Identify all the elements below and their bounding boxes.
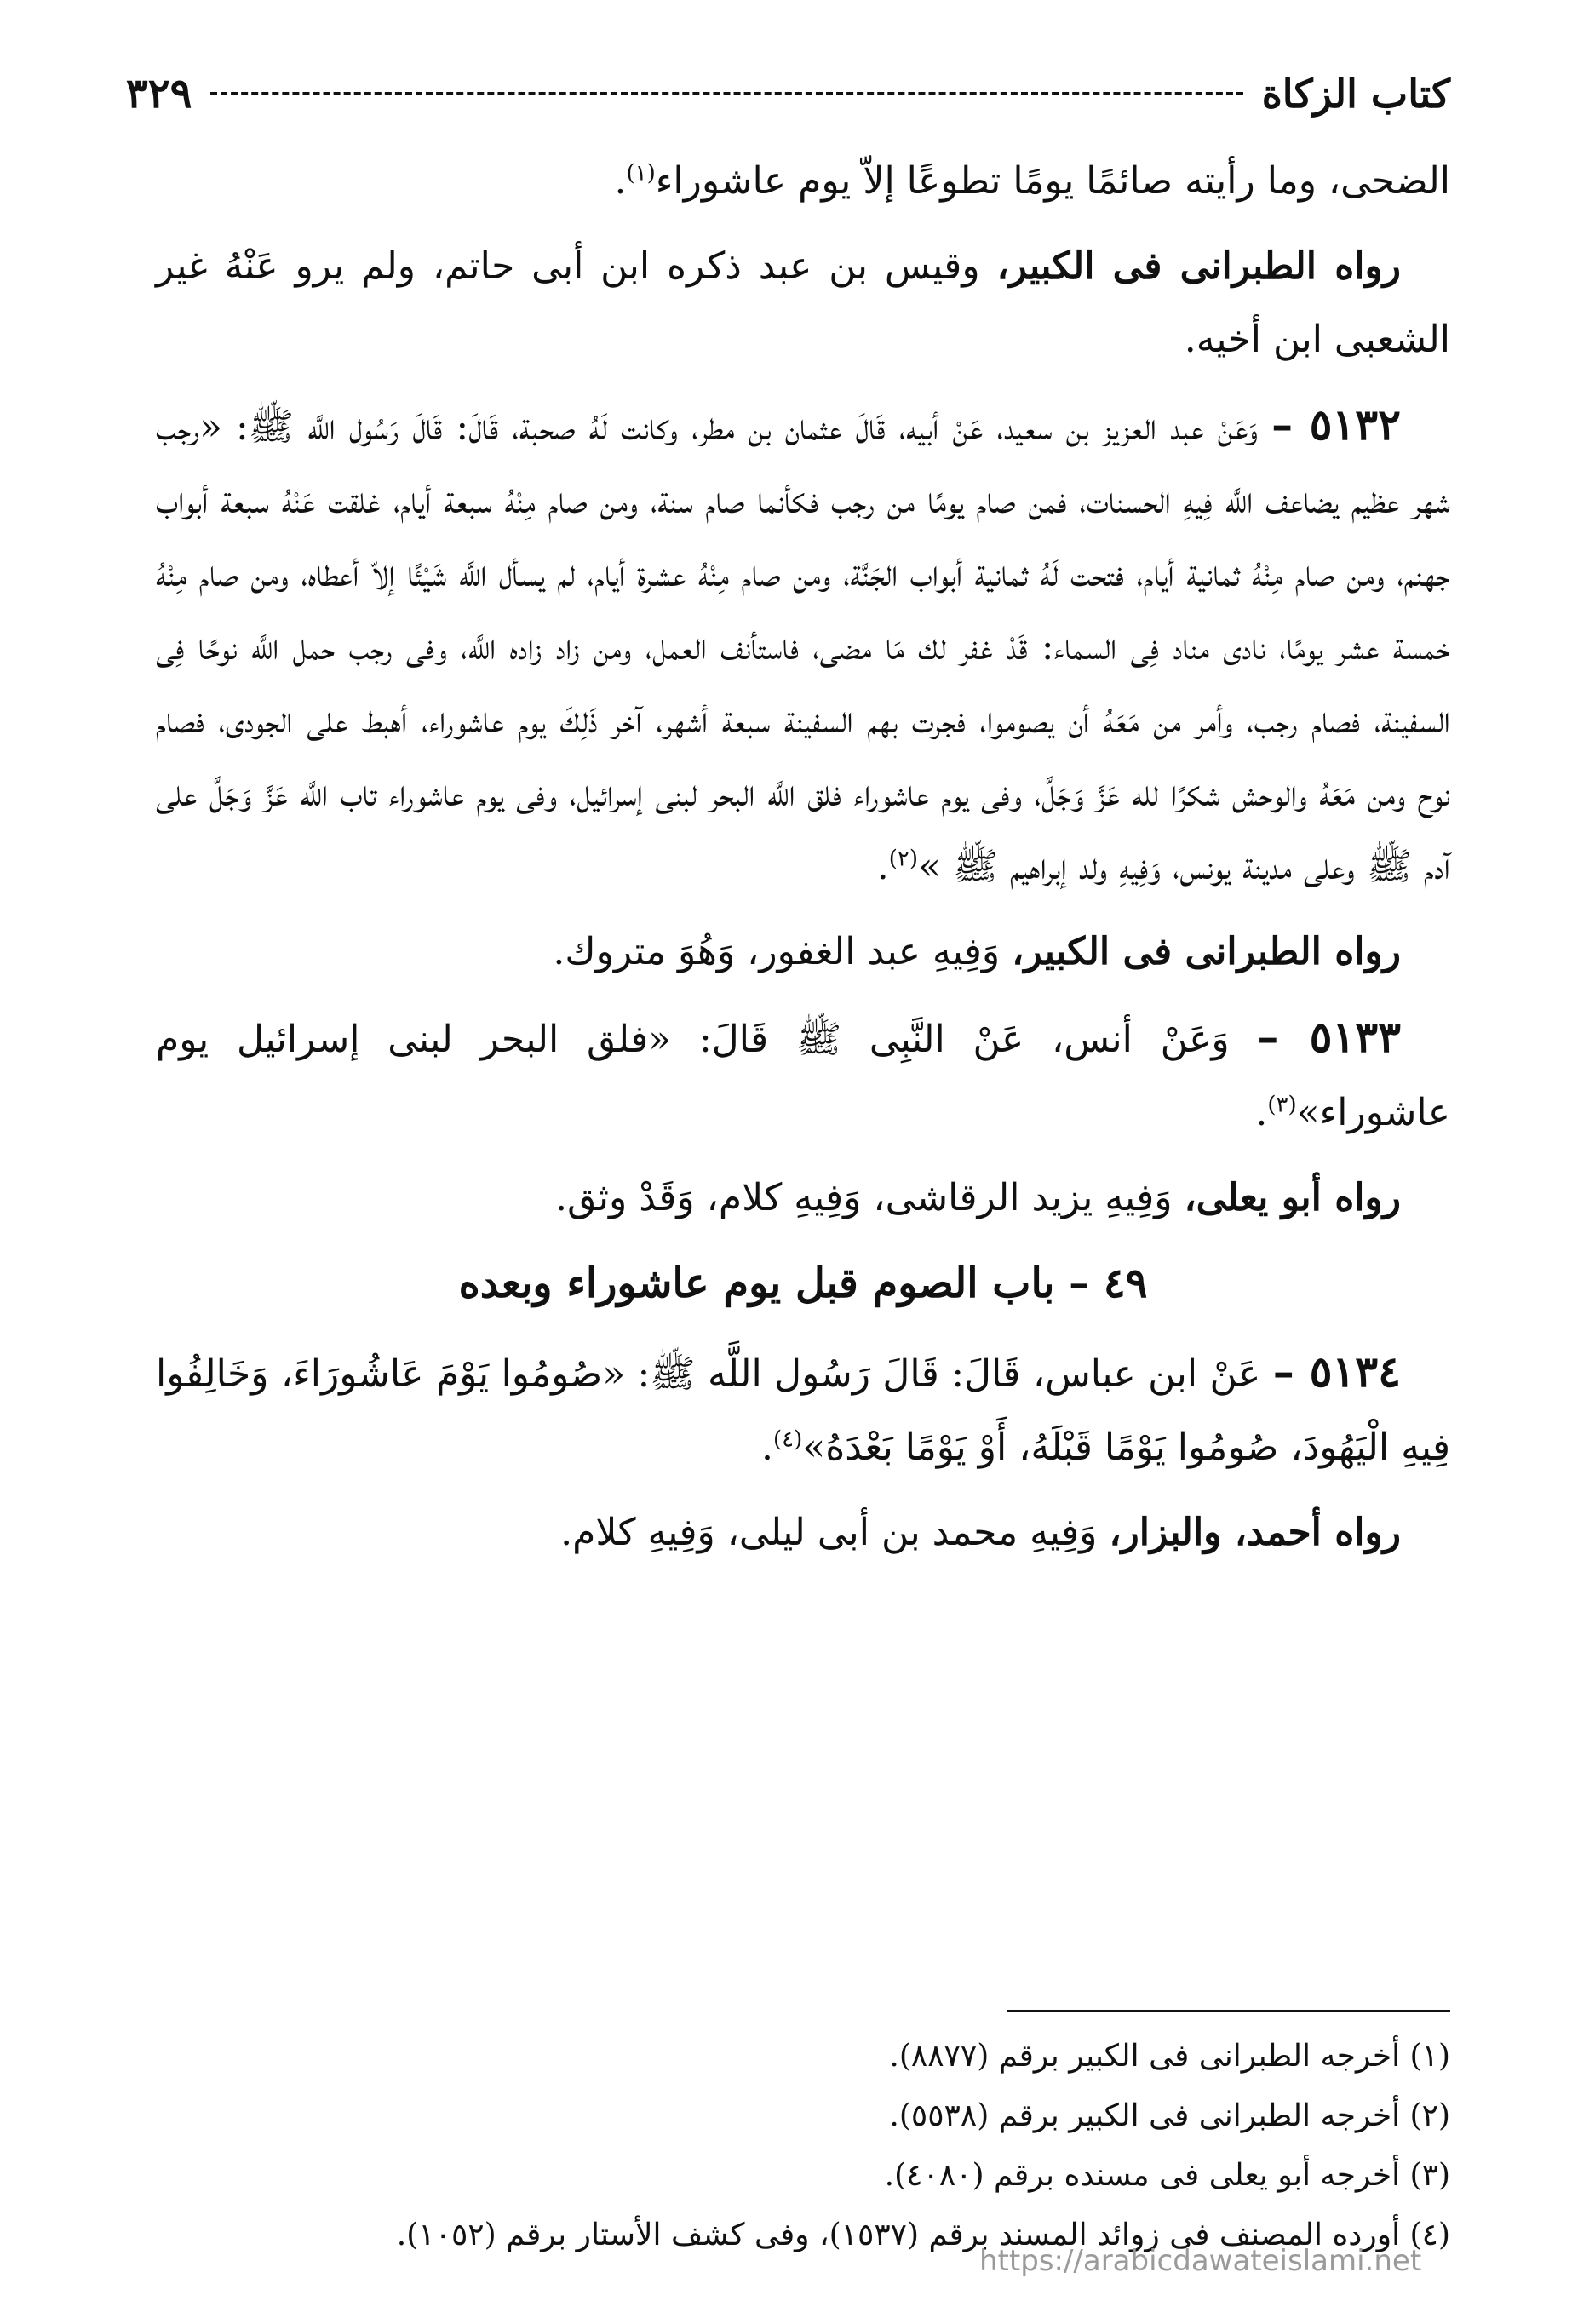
source-note-text: وَفِيهِ يزيد الرقاشى، وَفِيهِ كلام، وَقَدْ وثق. — [555, 1176, 1185, 1219]
hadith-number: ٥١٣٢ – — [1271, 399, 1401, 450]
page-header — [126, 60, 1450, 128]
source-name: رواه أحمد، والبزار، — [1109, 1511, 1401, 1554]
source-name: رواه أبو يعلى، — [1184, 1176, 1401, 1219]
watermark-url: https://arabicdawateislami.net — [979, 2244, 1422, 2278]
hadith-number: ٥١٣٣ – — [1257, 1012, 1401, 1062]
hadith-text: وَعَنْ أنس، عَنْ النَّبِى ﷺ قَالَ: «فلق البحر لبنى إسرائيل يوم عاشوراء» — [156, 1018, 1450, 1134]
chapter-heading: ٤٩ – باب الصوم قبل يوم عاشوراء وبعده — [458, 1260, 1148, 1307]
paragraph-continuation — [156, 145, 1450, 218]
main-text — [156, 145, 1450, 1581]
period: . — [1255, 1091, 1268, 1134]
footnote-ref-3: (٣) — [1267, 1092, 1297, 1118]
source-name: رواه الطبرانى فى الكبير، — [1012, 930, 1401, 973]
period: . — [614, 159, 627, 203]
hadith-text: عَنْ ابن عباس، قَالَ: قَالَ رَسُول اللَّه ﷺ: «صُومُوا يَوْمَ عَاشُورَاءَ، وَخَالِفُوا فِيهِ الْيَهُودَ، صُومُوا يَوْمًا قَبْلَهُ، أَوْ يَوْمًا بَعْدَهُ» — [156, 1352, 1450, 1469]
hadith-5133 — [156, 1001, 1450, 1150]
footnotes — [156, 2027, 1450, 2265]
source-note — [156, 1496, 1450, 1569]
footnote-2: (٢) أخرجه الطبرانى فى الكبير برقم (٥٥٣٨). — [889, 2098, 1450, 2133]
footnote-4: (٤) أورده المصنف فى زوائد المسند برقم (١٥٣٧)، وفى كشف الأستار برقم (١٠٥٢). — [396, 2218, 1450, 2252]
source-note-text: وَفِيهِ عبد الغفور، وَهُوَ متروك. — [553, 930, 1013, 973]
footnote-ref-2: (٢) — [888, 846, 919, 872]
hadith-5132 — [156, 388, 1450, 904]
source-note-text: وَفِيهِ محمد بن أبى ليلى، وَفِيهِ كلام. — [560, 1511, 1110, 1554]
footnote-divider — [1007, 2010, 1450, 2012]
hadith-number: ٥١٣٤ – — [1272, 1346, 1401, 1397]
hadith-5134 — [156, 1335, 1450, 1484]
source-note — [156, 1162, 1450, 1235]
source-note-text: وقيس بن عبد ذكره ابن أبى حاتم، ولم يرو عَنْهُ غير الشعبى ابن أخيه. — [156, 244, 1450, 361]
hadith-text: وَعَنْ عبد العزيز بن سعيد، عَنْ أبيه، قَالَ عثمان بن مطر، وكانت لَهُ صحبة، قَالَ: قَالَ رَسُول اللَّه ﷺ: «رجب شهر عظيم يضاعف اللَّه فِيهِ الحسنات، فمن صام يومًا من رجب فكأنما صام سنة، ومن صام مِنْهُ سبعة أيام، غلقت عَنْهُ سبعة أبواب جهنم، ومن صام مِنْهُ ثمانية أيام، فتحت لَهُ ثمانية أبواب الجَنَّة، ومن صام مِنْهُ عشرة أيام، لم يسأل اللَّه شَيْئًا إلاّ أعطاه، ومن صام مِنْهُ خمسة عشر يومًا، نادى مناد فِى السماء: قَدْ غفر لك مَا مضى، فاستأنف العمل، ومن زاد زاده اللَّه، وفى رجب حمل اللَّه نوحًا فِى السفينة، فصام رجب، وأمر من مَعَهُ أن يصوموا، فجرت بهم السفينة سبعة أشهر، آخر ذَلِكَ يوم عاشوراء، أهبط على الجودى، فصام نوح ومن مَعَهُ والوحش شكرًا لله عَزَّ وَجَلَّ، وفى يوم عاشوراء فلق اللَّه البحر لبنى إسرائيل، وفى يوم عاشوراء تاب اللَّه عَزَّ وَجَلَّ على آدم ﷺ وعلى مدينة يونس، وَفِيهِ ولد إبراهيم ﷺ » — [156, 405, 1450, 888]
source-name: رواه الطبرانى فى الكبير، — [996, 244, 1401, 288]
paragraph-text: الضحى، وما رأيته صائمًا يومًا تطوعًا إلاّ يوم عاشوراء — [655, 159, 1450, 203]
page-number: ٣٢٩ — [126, 70, 192, 118]
source-note — [156, 915, 1450, 989]
footnote-1: (١) أخرجه الطبرانى فى الكبير برقم (٨٨٧٧). — [889, 2039, 1450, 2074]
period: . — [761, 1426, 773, 1469]
source-note — [156, 230, 1450, 376]
footnote-3: (٣) أخرجه أبو يعلى فى مسنده برقم (٤٠٨٠). — [884, 2158, 1450, 2193]
footnote-ref-4: (٤) — [773, 1426, 803, 1453]
footnote-ref-1: (١) — [626, 160, 656, 186]
header-dashed-rule — [210, 92, 1242, 95]
period: . — [876, 845, 889, 888]
book-title: كتاب الزكاة — [1261, 71, 1450, 117]
